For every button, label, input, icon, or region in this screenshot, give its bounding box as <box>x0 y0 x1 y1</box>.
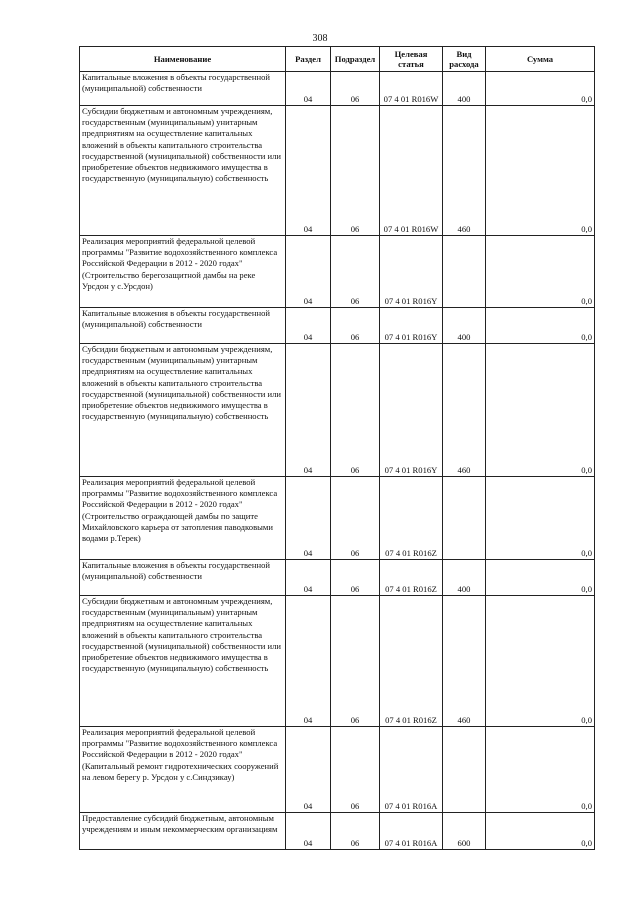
row-section: 04 <box>286 727 331 813</box>
row-name: Капитальные вложения в объекты государственной (муниципальной) собственности <box>80 72 286 106</box>
row-name: Реализация мероприятий федеральной целевой программы "Развитие водохозяйственного комплекса Российской Федерации в 2012 - 2020 годах" (Строительство берегозащитной дамбы на реке Урсдон у с.Урсдон) <box>80 236 286 308</box>
row-target: 07 4 01 R016Y <box>380 344 443 477</box>
row-expense <box>443 236 486 308</box>
table-row <box>80 308 595 344</box>
row-section: 04 <box>286 560 331 596</box>
header-subsection: Подраздел <box>331 47 380 72</box>
row-subsection: 06 <box>331 727 380 813</box>
table-row <box>80 813 595 850</box>
row-subsection: 06 <box>331 813 380 850</box>
row-name: Субсидии бюджетным и автономным учреждениям, государственным (муниципальным) унитарным предприятиям на осуществление капитальных вложений в объекты капитального строительства государственной (муниципальной) собственности или приобретение объектов недвижимого имущества в государственную (муниципальную) собственность <box>80 596 286 727</box>
header-expense: Вид расхода <box>443 47 486 72</box>
row-expense: 460 <box>443 344 486 477</box>
row-target: 07 4 01 R016A <box>380 727 443 813</box>
row-subsection: 06 <box>331 477 380 560</box>
row-target: 07 4 01 R016Y <box>380 308 443 344</box>
row-target: 07 4 01 R016Z <box>380 477 443 560</box>
row-name: Субсидии бюджетным и автономным учреждениям, государственным (муниципальным) унитарным предприятиям на осуществление капитальных вложений в объекты капитального строительства государственной (муниципальной) собственности или приобретение объектов недвижимого имущества в государственную (муниципальную) собственность <box>80 344 286 477</box>
row-section: 04 <box>286 72 331 106</box>
row-target: 07 4 01 R016W <box>380 72 443 106</box>
row-name: Капитальные вложения в объекты государственной (муниципальной) собственности <box>80 560 286 596</box>
row-section: 04 <box>286 596 331 727</box>
table-row <box>80 344 595 477</box>
row-target: 07 4 01 R016Y <box>380 236 443 308</box>
table-row <box>80 727 595 813</box>
row-sum: 0,0 <box>486 477 595 560</box>
table-row <box>80 596 595 727</box>
row-section: 04 <box>286 813 331 850</box>
row-subsection: 06 <box>331 344 380 477</box>
row-sum: 0,0 <box>486 236 595 308</box>
row-section: 04 <box>286 308 331 344</box>
row-name: Реализация мероприятий федеральной целевой программы "Развитие водохозяйственного комплекса Российской Федерации в 2012 - 2020 годах" (Строительство ограждающей дамбы по защите Михайловского карьера от затопления паводковыми водами р.Терек) <box>80 477 286 560</box>
row-expense: 460 <box>443 596 486 727</box>
row-name: Капитальные вложения в объекты государственной (муниципальной) собственности <box>80 308 286 344</box>
row-sum: 0,0 <box>486 72 595 106</box>
row-target: 07 4 01 R016Z <box>380 596 443 727</box>
row-sum: 0,0 <box>486 813 595 850</box>
row-section: 04 <box>286 344 331 477</box>
row-sum: 0,0 <box>486 344 595 477</box>
row-section: 04 <box>286 106 331 236</box>
row-subsection: 06 <box>331 560 380 596</box>
row-subsection: 06 <box>331 72 380 106</box>
row-sum: 0,0 <box>486 727 595 813</box>
row-name: Субсидии бюджетным и автономным учреждениям, государственным (муниципальным) унитарным предприятиям на осуществление капитальных вложений в объекты капитального строительства государственной (муниципальной) собственности или приобретение объектов недвижимого имущества в государственную (муниципальную) собственность <box>80 106 286 236</box>
header-sum: Сумма <box>486 47 595 72</box>
table-header-row <box>80 47 595 72</box>
row-subsection: 06 <box>331 106 380 236</box>
row-expense: 400 <box>443 72 486 106</box>
row-section: 04 <box>286 477 331 560</box>
row-target: 07 4 01 R016W <box>380 106 443 236</box>
row-subsection: 06 <box>331 236 380 308</box>
row-name: Реализация мероприятий федеральной целевой программы "Развитие водохозяйственного комплекса Российской Федерации в 2012 - 2020 годах" (Капитальный ремонт гидротехнических сооружений на левом берегу р. Урсдон у с.Синдзикау) <box>80 727 286 813</box>
row-subsection: 06 <box>331 596 380 727</box>
row-target: 07 4 01 R016Z <box>380 560 443 596</box>
row-expense <box>443 727 486 813</box>
page-number: 308 <box>312 33 328 44</box>
row-section: 04 <box>286 236 331 308</box>
table-row <box>80 106 595 236</box>
row-sum: 0,0 <box>486 106 595 236</box>
header-name: Наименование <box>80 47 286 72</box>
table-row <box>80 72 595 106</box>
row-expense <box>443 477 486 560</box>
row-expense: 460 <box>443 106 486 236</box>
row-expense: 600 <box>443 813 486 850</box>
row-sum: 0,0 <box>486 308 595 344</box>
row-sum: 0,0 <box>486 560 595 596</box>
row-subsection: 06 <box>331 308 380 344</box>
header-section: Раздел <box>286 47 331 72</box>
row-sum: 0,0 <box>486 596 595 727</box>
row-expense: 400 <box>443 308 486 344</box>
table-row <box>80 236 595 308</box>
budget-table <box>79 46 595 850</box>
table-row <box>80 477 595 560</box>
table-row <box>80 560 595 596</box>
header-target: Целевая статья <box>380 47 443 72</box>
row-expense: 400 <box>443 560 486 596</box>
row-name: Предоставление субсидий бюджетным, автономным учреждениям и иным некоммерческим организациям <box>80 813 286 850</box>
row-target: 07 4 01 R016A <box>380 813 443 850</box>
